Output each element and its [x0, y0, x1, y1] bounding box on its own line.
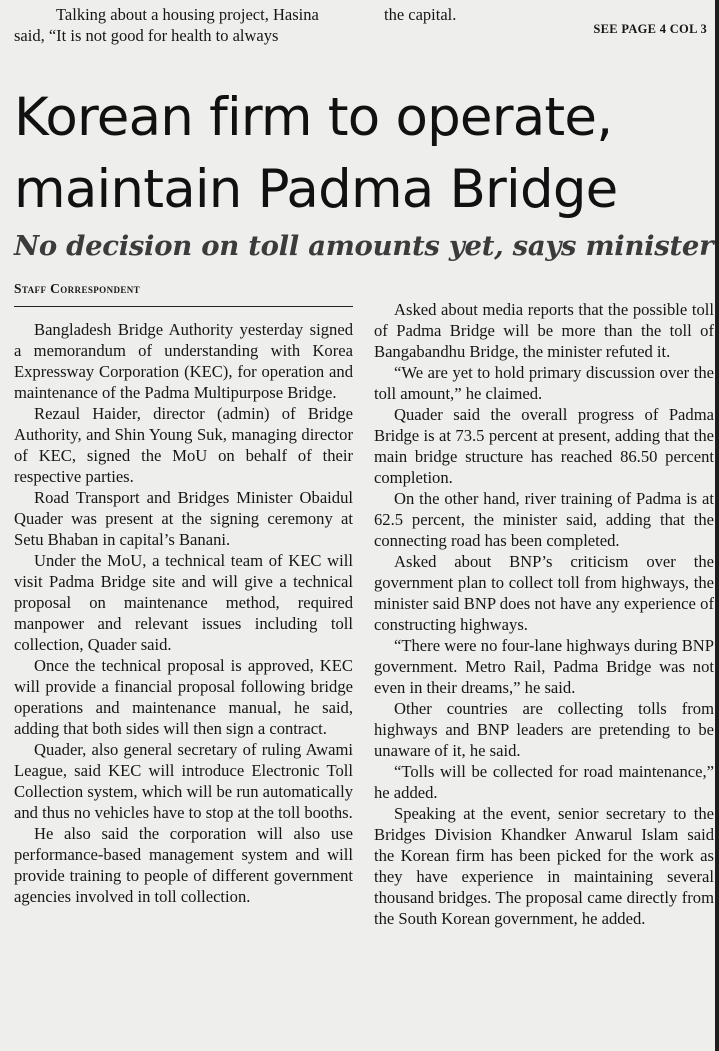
- paragraph: Under the MoU, a technical team of KEC will visit Padma Bridge site and will give a technical proposal on maintenance method, required manpower and relevant issues including toll collection, Quader said.: [14, 551, 353, 654]
- paragraph: On the other hand, river training of Padma is at 62.5 percent, the minister said, adding that the connecting road has been completed.: [374, 489, 714, 550]
- paragraph: Asked about media reports that the possible toll of Padma Bridge will be more than the toll of Bangabandhu Bridge, the minister refuted it.: [374, 300, 714, 361]
- paragraph: He also said the corporation will also use performance-based management system and will provide training to people of different government agencies involved in toll collection.: [14, 824, 353, 906]
- paragraph: “There were no four-lane highways during BNP government. Metro Rail, Padma Bridge was not even in their dreams,” he said.: [374, 636, 714, 697]
- prev-article-right-line: the capital.: [384, 5, 457, 24]
- prev-article-line-2: said, “It is not good for health to always: [14, 26, 279, 45]
- article-column-left: [14, 319, 353, 907]
- paragraph: “We are yet to hold primary discussion over the toll amount,” he claimed.: [374, 363, 714, 403]
- paragraph: Road Transport and Bridges Minister Obaidul Quader was present at the signing ceremony at Setu Bhaban in capital’s Banani.: [14, 488, 353, 549]
- article-column-right: [374, 299, 714, 929]
- prev-article-line-1: Talking about a housing project, Hasina: [56, 5, 319, 24]
- paragraph: Rezaul Haider, director (admin) of Bridge Authority, and Shin Young Suk, managing director of KEC, signed the MoU on behalf of their respective parties.: [14, 404, 353, 486]
- paragraph: Once the technical proposal is approved, KEC will provide a financial proposal following bridge operations and maintenance manual, he said, adding that both sides will then sign a contract.: [14, 656, 353, 738]
- subheadline: No decision on toll amounts yet, says minister: [14, 230, 714, 262]
- paragraph: Bangladesh Bridge Authority yesterday signed a memorandum of understanding with Korea Expressway Corporation (KEC), for operation and maintenance of the Padma Multipurpose Bridge.: [14, 320, 353, 402]
- headline: Korean firm to operate, maintain Padma Bridge: [14, 87, 618, 220]
- byline: Staff Correspondent: [14, 281, 141, 296]
- byline-rule: [14, 306, 353, 307]
- paragraph: Quader, also general secretary of ruling Awami League, said KEC will introduce Electronic Toll Collection system, which will be run automatically and thus no vehicles have to stop at the toll booths.: [14, 740, 353, 822]
- paragraph: “Tolls will be collected for road maintenance,” he added.: [374, 762, 714, 802]
- paragraph: Quader said the overall progress of Padma Bridge is at 73.5 percent at present, adding that the main bridge structure has reached 86.50 percent completion.: [374, 405, 714, 487]
- see-page-reference: SEE PAGE 4 COL 3: [593, 22, 707, 36]
- paragraph: Other countries are collecting tolls from highways and BNP leaders are pretending to be unaware of it, he said.: [374, 699, 714, 760]
- paragraph: Speaking at the event, senior secretary to the Bridges Division Khandker Anwarul Islam said the Korean firm has been picked for the work as they have experience in maintaining several thousand bridges. The proposal came directly from the South Korean government, he added.: [374, 804, 714, 928]
- paragraph: Asked about BNP’s criticism over the government plan to collect toll from highways, the minister said BNP does not have any experience of constructing highways.: [374, 552, 714, 634]
- scan-edge: [715, 0, 719, 1051]
